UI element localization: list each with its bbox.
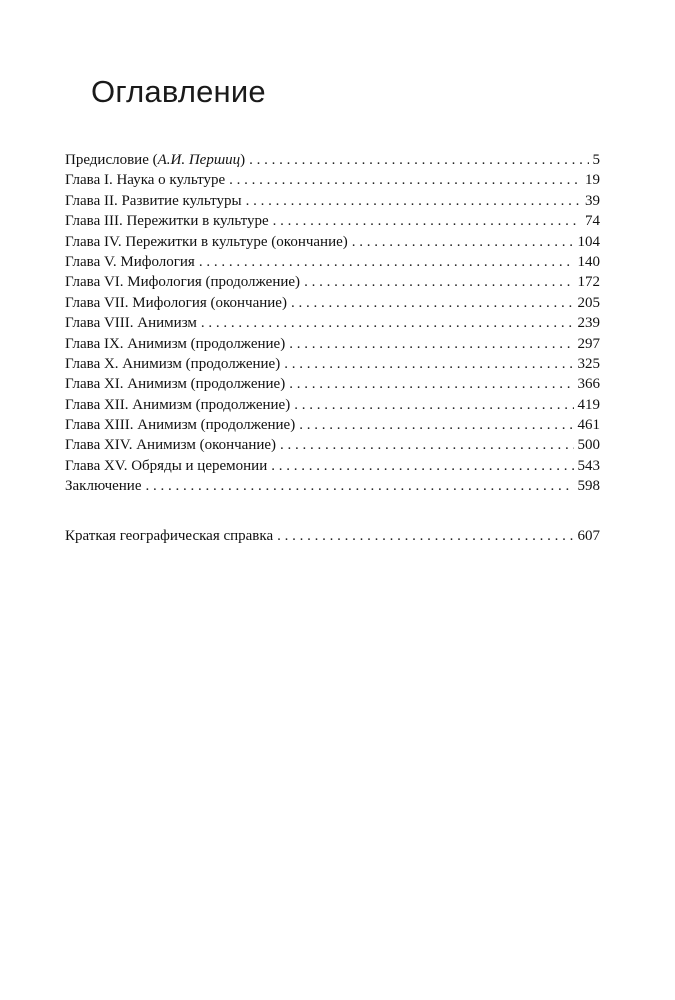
toc-entry-page: 461 xyxy=(577,417,600,434)
toc-entry-conclusion[interactable] xyxy=(65,476,600,496)
toc-entry-page: 607 xyxy=(577,528,600,544)
toc-leader-dots xyxy=(229,170,581,190)
toc-entry-chapter-10[interactable] xyxy=(65,354,600,374)
table-of-contents-appendix xyxy=(65,526,600,546)
toc-leader-dots xyxy=(249,150,588,170)
toc-leader-dots xyxy=(146,476,574,496)
toc-entry-title: Глава VIII. Анимизм xyxy=(65,315,197,332)
toc-entry-title: Глава VI. Мифология (продолжение) xyxy=(65,274,301,291)
toc-entry-preface[interactable] xyxy=(65,150,600,170)
toc-leader-dots xyxy=(246,191,581,211)
toc-entry-page: 104 xyxy=(577,233,600,250)
toc-entry-page: 19 xyxy=(585,172,600,189)
toc-entry-page: 366 xyxy=(577,376,600,393)
toc-leader-dots xyxy=(352,232,574,252)
toc-entry-title: Глава III. Пережитки в культуре xyxy=(65,213,269,230)
toc-entry-title: Глава II. Развитие культуры xyxy=(65,192,242,209)
toc-entry-chapter-4[interactable] xyxy=(65,232,600,252)
toc-entry-title: Краткая географическая справка xyxy=(65,528,274,544)
toc-entry-page: 172 xyxy=(577,274,600,291)
toc-entry-title: Глава XI. Анимизм (продолжение) xyxy=(65,376,286,393)
toc-entry-geographic-reference[interactable] xyxy=(65,526,600,546)
toc-entry-chapter-14[interactable] xyxy=(65,435,600,455)
toc-entry-author: А.И. Першиц xyxy=(157,152,241,168)
toc-entry-title: Глава XII. Анимизм (продолжение) xyxy=(65,396,291,413)
toc-entry-chapter-8[interactable] xyxy=(65,313,600,333)
toc-entry-title: Глава I. Наука о культуре xyxy=(65,172,226,189)
toc-leader-dots xyxy=(199,252,574,272)
toc-entry-title: Глава VII. Мифология (окончание) xyxy=(65,294,287,311)
toc-entry-page: 500 xyxy=(577,437,600,454)
toc-entry-title: Глава XIV. Анимизм (окончание) xyxy=(65,437,277,454)
toc-entry-page: 325 xyxy=(577,355,600,372)
toc-entry-chapter-12[interactable] xyxy=(65,395,600,415)
toc-entry-chapter-15[interactable] xyxy=(65,456,600,476)
toc-entry-page: 239 xyxy=(577,315,600,332)
table-of-contents xyxy=(65,150,600,497)
toc-entry-chapter-3[interactable] xyxy=(65,211,600,231)
toc-entry-title: Глава IX. Анимизм (продолжение) xyxy=(65,335,286,352)
toc-entry-page: 297 xyxy=(577,335,600,352)
toc-entry-chapter-1[interactable] xyxy=(65,170,600,190)
toc-leader-dots xyxy=(284,354,573,374)
toc-entry-title: Глава V. Мифология xyxy=(65,253,195,270)
toc-entry-page: 543 xyxy=(577,457,600,474)
toc-leader-dots xyxy=(280,435,573,455)
toc-entry-title: Глава XIII. Анимизм (продолжение) xyxy=(65,417,296,434)
toc-entry-chapter-9[interactable] xyxy=(65,334,600,354)
toc-leader-dots xyxy=(289,334,573,354)
toc-leader-dots xyxy=(289,374,573,394)
toc-entry-title: Глава IV. Пережитки в культуре (окончание) xyxy=(65,233,348,250)
toc-leader-dots xyxy=(201,313,574,333)
toc-entry-page: 598 xyxy=(577,478,600,495)
toc-entry-title: Глава XV. Обряды и церемонии xyxy=(65,457,268,474)
toc-leader-dots xyxy=(291,293,574,313)
toc-entry-title: Заключение xyxy=(65,478,142,495)
toc-entry-chapter-5[interactable] xyxy=(65,252,600,272)
toc-entry-title: Предисловие (А.И. Першиц) xyxy=(65,152,246,168)
toc-entry-page: 39 xyxy=(585,192,600,209)
toc-entry-chapter-11[interactable] xyxy=(65,374,600,394)
toc-leader-dots xyxy=(271,456,573,476)
page-title: Оглавление xyxy=(91,74,266,109)
toc-leader-dots xyxy=(273,211,581,231)
toc-entry-chapter-2[interactable] xyxy=(65,191,600,211)
toc-entry-chapter-13[interactable] xyxy=(65,415,600,435)
toc-leader-dots xyxy=(294,395,573,415)
toc-entry-page: 419 xyxy=(577,396,600,413)
toc-entry-chapter-7[interactable] xyxy=(65,293,600,313)
toc-entry-page: 74 xyxy=(585,213,600,230)
toc-entry-page: 140 xyxy=(577,253,600,270)
toc-leader-dots xyxy=(299,415,573,435)
toc-entry-title: Глава X. Анимизм (продолжение) xyxy=(65,355,281,372)
toc-leader-dots xyxy=(304,272,573,292)
toc-entry-chapter-6[interactable] xyxy=(65,272,600,292)
toc-leader-dots xyxy=(277,526,573,546)
toc-entry-page: 5 xyxy=(592,152,600,168)
toc-entry-page: 205 xyxy=(577,294,600,311)
